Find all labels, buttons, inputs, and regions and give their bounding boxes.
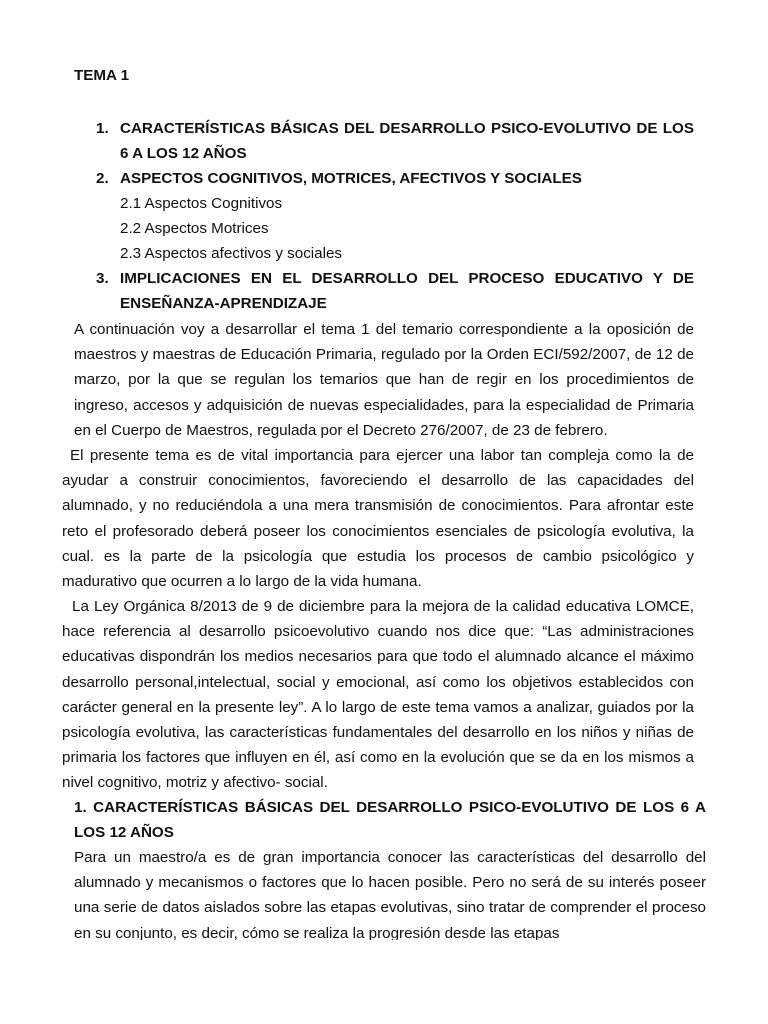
document-title: TEMA 1 — [74, 67, 130, 84]
paragraph-text: La Ley Orgánica 8/2013 de 9 de diciembre para la mejora de la calidad educativa LOMCE, hace referencia al desarrollo psicoevolutivo cuando nos dice que: “Las administraciones educativas dispondrán los medios necesarios para que todo el alumnado alcance el máximo desarrollo personal,intelectual, social y emocional, así como los objetivos establecidos con carácter general en la presente ley”. A lo largo de este tema vamos a analizar, guiados por la psicología evolutiva, las características fundamentales del desarrollo en los niños y niñas de primaria los factores que influyen en él, así como en la evolución que se da en los mismos a nivel cognitivo, motriz y afectivo- social. — [62, 598, 694, 792]
toc-label: IMPLICACIONES EN EL DESARROLLO DEL PROCESO EDUCATIVO Y DE ENSEÑANZA-APRENDIZAJE — [120, 270, 694, 312]
table-of-contents — [74, 116, 694, 316]
toc-subitem: 2.2 Aspectos Motrices — [120, 220, 269, 237]
paragraph-text: A continuación voy a desarrollar el tema 1 del temario correspondiente a la oposición de maestros y maestras de Educación Primaria, regulado por la Orden ECI/592/2007, de 12 de marzo, por la que se regulan los temarios que han de regir en los procedimientos de ingreso, accesos y adquisición de nuevas especialidades, para la especialidad de Primaria en el Cuerpo de Maestros, regulada por el Decreto 276/2007, de 23 de febrero. — [74, 321, 694, 439]
toc-subitem: 2.1 Aspectos Cognitivos — [120, 195, 283, 212]
paragraph-section-1 — [62, 845, 706, 940]
paragraph-text: El presente tema es de vital importancia para ejercer una labor tan compleja como la de ayudar a construir conocimientos, favoreciendo el desarrollo de las capacidades del alumnado, y no reduciéndola a una mera transmisión de conocimientos. Para afrontar este reto el profesorado deberá poseer los conocimientos esenciales de psicología evolutiva, la cual. es la parte de la psicología que estudia los procesos de cambio psicológico y madurativo que ocurren a lo largo de la vida humana. — [62, 447, 694, 591]
section-heading: 1. CARACTERÍSTICAS BÁSICAS DEL DESARROLLO PSICO-EVOLUTIVO DE LOS 6 A LOS 12 AÑOS — [74, 799, 706, 842]
toc-item-3 — [74, 266, 694, 316]
toc-item-1 — [74, 116, 694, 166]
paragraph-intro — [62, 317, 694, 443]
toc-label: CARACTERÍSTICAS BÁSICAS DEL DESARROLLO PSICO-EVOLUTIVO DE LOS 6 A LOS 12 AÑOS — [120, 120, 694, 162]
paragraph-text: Para un maestro/a es de gran importancia conocer las características del desarrollo del alumnado y mecanismos o factores que lo hacen posible. Pero no será de su interés poseer una serie de datos aislados sobre las etapas evolutivas, sino tratar de comprender el proceso en su conjunto, es decir, cómo se realiza la progresión desde las etapas — [74, 849, 706, 940]
toc-number: 1. — [96, 120, 109, 137]
section-1 — [62, 795, 706, 845]
paragraph-importance — [62, 443, 694, 594]
toc-subitem: 2.3 Aspectos afectivos y sociales — [120, 245, 343, 262]
toc-number: 3. — [96, 270, 109, 287]
paragraph-lomce — [62, 594, 694, 796]
toc-number: 2. — [96, 170, 109, 187]
toc-label: ASPECTOS COGNITIVOS, MOTRICES, AFECTIVOS Y SOCIALES — [120, 170, 582, 187]
toc-item-2 — [74, 166, 694, 191]
